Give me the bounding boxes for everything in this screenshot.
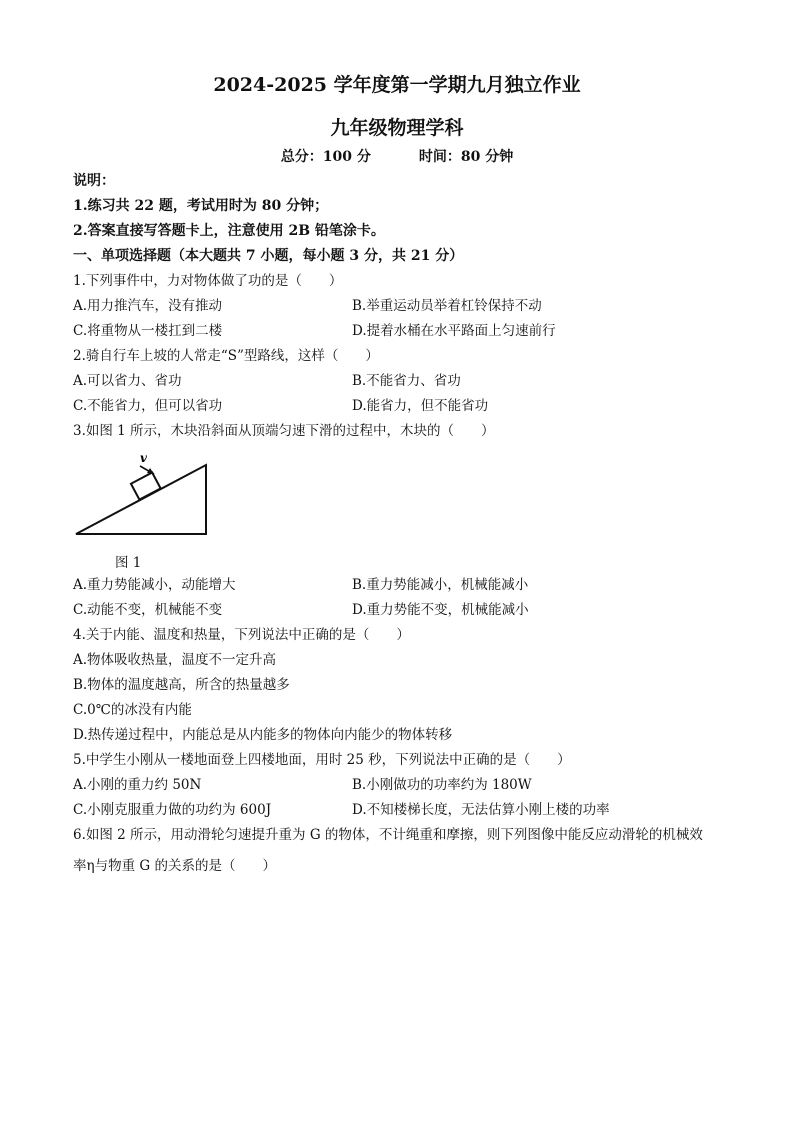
exam-title: 2024-2025 学年度第一学期九月独立作业 [213, 74, 581, 96]
figure-caption: 图 1 [115, 555, 142, 571]
question-stem-continued: 率η与物重 G 的关系的是（ ） [73, 858, 276, 874]
instruction-item: 1.练习共 22 题，考试用时为 80 分钟； [73, 198, 329, 214]
option: B.物体的温度越高，所含的热量越多 [73, 677, 290, 693]
option: B.重力势能减小，机械能减小 [352, 577, 529, 593]
option: A.重力势能减小，动能增大 [73, 577, 236, 593]
question-stem: 2.骑自行车上坡的人常走“S”型路线，这样（ ） [73, 348, 379, 364]
exam-time: 时间：80 分钟 [418, 149, 514, 165]
section-heading: 一、单项选择题（本大题共 7 小题，每小题 3 分，共 21 分） [73, 248, 464, 264]
option: C.将重物从一楼扛到二楼 [73, 323, 223, 339]
option: B.举重运动员举着杠铃保持不动 [352, 298, 542, 314]
option: A.物体吸收热量，温度不一定升高 [73, 652, 277, 668]
velocity-label: v [140, 451, 147, 465]
option: D.热传递过程中，内能总是从内能多的物体向内能少的物体转移 [73, 727, 453, 743]
option: D.重力势能不变，机械能减小 [352, 602, 529, 618]
instructions-heading: 说明： [73, 173, 115, 189]
option: C.0℃的冰没有内能 [73, 702, 192, 718]
wooden-block [131, 472, 161, 499]
exam-meta [0, 146, 794, 166]
option: A.可以省力、省功 [73, 373, 182, 389]
option: B.不能省力、省功 [352, 373, 461, 389]
question-stem: 4.关于内能、温度和热量，下列说法中正确的是（ ） [73, 627, 410, 643]
option: C.动能不变，机械能不变 [73, 602, 223, 618]
question-stem: 5.中学生小刚从一楼地面登上四楼地面，用时 25 秒，下列说法中正确的是（ ） [73, 752, 571, 768]
option: C.小刚克服重力做的功约为 600J [73, 802, 272, 818]
option: A.小刚的重力约 50N [73, 777, 202, 793]
option: D.提着水桶在水平路面上匀速前行 [352, 323, 556, 339]
option: B.小刚做功的功率约为 180W [352, 777, 532, 793]
exam-subtitle: 九年级物理学科 [330, 117, 464, 139]
instruction-item: 2.答案直接写答题卡上，注意使用 2B 铅笔涂卡。 [73, 223, 385, 239]
option: D.能省力，但不能省功 [352, 398, 489, 414]
incline-figure [70, 448, 215, 540]
option: D.不知楼梯长度，无法估算小刚上楼的功率 [352, 802, 610, 818]
total-score: 总分：100 分 [280, 149, 371, 165]
option: A.用力推汽车，没有推动 [73, 298, 223, 314]
question-stem: 3.如图 1 所示，木块沿斜面从顶端匀速下滑的过程中，木块的（ ） [73, 423, 495, 439]
question-stem: 6.如图 2 所示，用动滑轮匀速提升重为 G 的物体，不计绳重和摩擦，则下列图像中能反应动滑轮的机械效 [73, 827, 703, 843]
option: C.不能省力，但可以省功 [73, 398, 223, 414]
question-stem: 1.下列事件中，力对物体做了功的是（ ） [73, 273, 343, 289]
